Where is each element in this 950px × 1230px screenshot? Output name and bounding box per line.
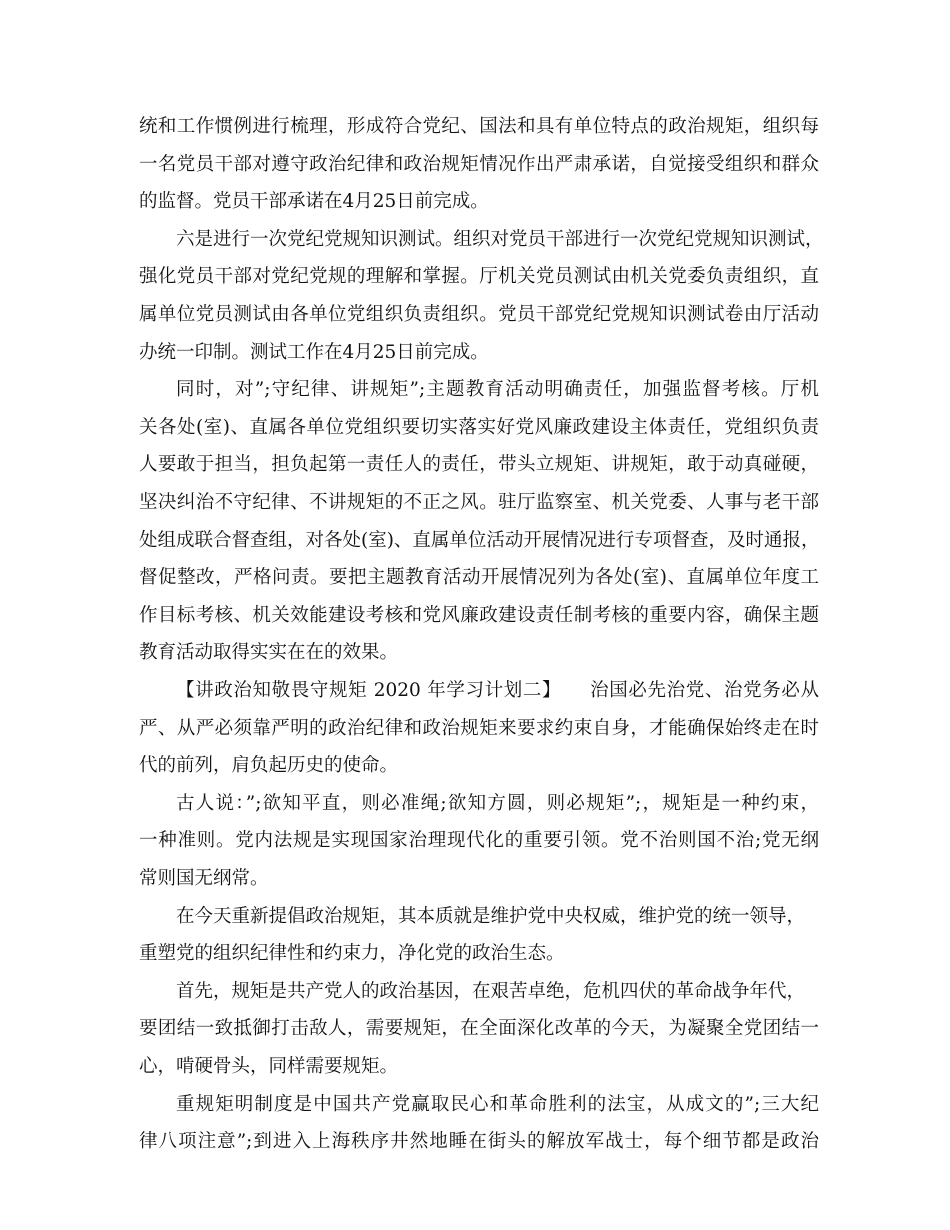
text-line: 一种准则。党内法规是实现国家治理现代化的重要引领。党不治则国不治;党无纲 bbox=[139, 830, 819, 852]
text-line: 关各处(室)、直属各单位党组织要切实落实好党风廉政建设主体责任，党组织负责 bbox=[139, 416, 819, 438]
text-line: 首先，规矩是共产党人的政治基因，在艰苦卓绝，危机四伏的革命战争年代， bbox=[176, 980, 806, 1002]
text-line: 同时，对”;守纪律、讲规矩”;主题教育活动明确责任，加强监督考核。厅机 bbox=[176, 379, 819, 401]
text-line: 【讲政治知敬畏守规矩 2020 年学习计划二】 治国必先治党、治党务必从 bbox=[176, 680, 819, 701]
text-line: 督促整改，严格问责。要把主题教育活动开展情况列为各处(室)、直属单位年度工 bbox=[139, 567, 819, 589]
text-line: 统和工作惯例进行梳理，形成符合党纪、国法和具有单位特点的政治规矩，组织每 bbox=[139, 116, 819, 137]
text-line: 强化党员干部对党纪党规的理解和掌握。厅机关党员测试由机关党委负责组织，直 bbox=[139, 266, 819, 288]
text-line: 属单位党员测试由各单位党组织负责组织。党员干部党纪党规知识测试卷由厅活动 bbox=[139, 304, 819, 325]
text-line: 处组成联合督查组，对各处(室)、直属单位活动开展情况进行专项督查，及时通报， bbox=[139, 529, 820, 551]
text-line: 教育活动取得实实在在的效果。 bbox=[139, 642, 399, 664]
text-line: 律八项注意”;到进入上海秩序井然地睡在街头的解放军战士，每个细节都是政治 bbox=[139, 1131, 819, 1153]
text-line: 一名党员干部对遵守政治纪律和政治规矩情况作出严肃承诺，自觉接受组织和群众 bbox=[139, 153, 819, 175]
text-line: 心，啃硬骨头，同样需要规矩。 bbox=[139, 1056, 399, 1077]
text-line: 人要敢于担当，担负起第一责任人的责任，带头立规矩、讲规矩，敢于动真碰硬， bbox=[139, 454, 819, 476]
text-line: 的监督。党员干部承诺在4月25日前完成。 bbox=[139, 191, 489, 213]
text-line: 作目标考核、机关效能建设考核和党风廉政建设责任制考核的重要内容，确保主题 bbox=[139, 604, 819, 626]
text-line: 古人说：”;欲知平直，则必准绳;欲知方圆，则必规矩”;，规矩是一种约束， bbox=[176, 792, 819, 814]
text-line: 重规矩明制度是中国共产党赢取民心和革命胜利的法宝，从成文的”;三大纪 bbox=[176, 1093, 819, 1115]
text-line: 坚决纠治不守纪律、不讲规矩的不正之风。驻厅监察室、机关党委、人事与老干部 bbox=[139, 492, 819, 513]
text-line: 要团结一致抵御打击敌人，需要规矩，在全面深化改革的今天，为凝聚全党团结一 bbox=[139, 1018, 819, 1040]
text-line: 严、从严必须靠严明的政治纪律和政治规矩来要求约束自身，才能确保始终走在时 bbox=[139, 717, 819, 739]
text-line: 在今天重新提倡政治规矩，其本质就是维护党中央权威，维护党的统一领导， bbox=[176, 905, 806, 927]
text-line: 六是进行一次党纪党规知识测试。组织对党员干部进行一次党纪党规知识测试， bbox=[176, 228, 824, 250]
text-line: 办统一印制。测试工作在4月25日前完成。 bbox=[139, 341, 489, 363]
text-line: 常则国无纲常。 bbox=[139, 868, 269, 889]
text-line: 重塑党的组织纪律性和约束力，净化党的政治生态。 bbox=[139, 943, 565, 965]
text-line: 代的前列，肩负起历史的使命。 bbox=[139, 755, 399, 777]
